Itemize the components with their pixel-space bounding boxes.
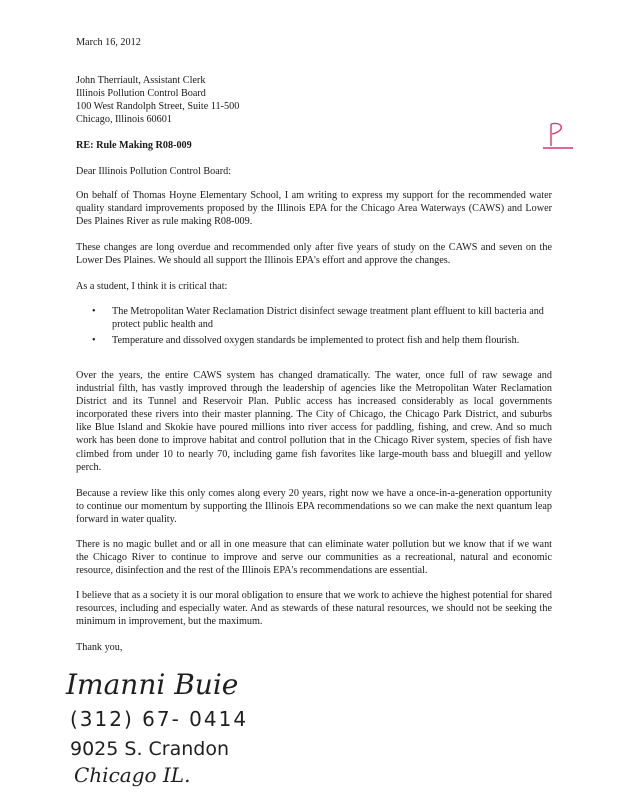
- letter-date: March 16, 2012: [76, 37, 141, 48]
- bullet-text: Temperature and dissolved oxygen standards be implemented to protect fish and help them flourish.: [112, 335, 520, 347]
- bullet-text: The Metropolitan Water Reclamation District disinfect sewage treatment plant effluent to kill bacteria and protect public health and: [112, 306, 544, 331]
- paragraph: There is no magic bullet and or all in one measure that can eliminate water pollution but we know that if we want the Chicago River to continue to improve and serve our communities as a recreational, natural and economic resource, disinfection and the rest of the Illinois EPA's recommendations are essential.: [76, 539, 552, 577]
- margin-mark-handwritten: [541, 118, 575, 154]
- handwritten-signature-block: [60, 664, 320, 790]
- recipient-line: 100 West Randolph Street, Suite 11-500: [76, 101, 240, 112]
- closing: Thank you,: [76, 642, 123, 653]
- recipient-line: Chicago, Illinois 60601: [76, 114, 172, 125]
- paragraph: Because a review like this only comes along every 20 years, right now we have a once-in-a-generation opportunity to continue our momentum by supporting the Illinois EPA recommendations so we can make the next quantum leap forward in water quality.: [76, 488, 552, 526]
- paragraph: These changes are long overdue and recommended only after five years of study on the CAWS and seven on the Lower Des Plaines. We should all support the Illinois EPA's effort and approve the changes.: [76, 242, 552, 267]
- handwritten-phone: (312) 67- 0414: [70, 707, 249, 731]
- bullet-item: [76, 305, 556, 331]
- recipient-line: Illinois Pollution Control Board: [76, 88, 206, 99]
- recipient-line: John Therriault, Assistant Clerk: [76, 75, 206, 86]
- handwritten-street: 9025 S. Crandon: [70, 738, 230, 760]
- bullet-icon: •: [92, 306, 96, 317]
- paragraph: Over the years, the entire CAWS system has changed dramatically. The water, once full of raw sewage and industrial filth, has vastly improved through the leadership of agencies like the Metropolitan Water Reclamation District and its Tunnel and Reservoir Plan. Public access has increased considerably as local governments incorporated these rivers into their master planning. The City of Chicago, the Chicago Park District, and suburbs like Blue Island and Skokie have poured millions into river access for paddling, fishing, and crew. And so much work has been done to improve habitat and control pollution that in the Chicago River system, species of fish have climbed from under 10 to nearly 70, including game fish favorites like large-mouth bass and bluegill and yellow perch.: [76, 370, 552, 473]
- bullet-icon: •: [92, 335, 96, 347]
- bullet-list: [76, 305, 556, 350]
- salutation: Dear Illinois Pollution Control Board:: [76, 166, 232, 177]
- re-line: RE: Rule Making R08-009: [76, 140, 192, 151]
- paragraph: As a student, I think it is critical that:: [76, 281, 228, 292]
- handwritten-city: Chicago IL.: [74, 763, 191, 787]
- bullet-item: [76, 334, 556, 347]
- signature-name: Imanni Buie: [66, 668, 239, 701]
- paragraph: I believe that as a society it is our moral obligation to ensure that we work to achieve the highest potential for shared resources, including and especially water. And as stewards of these natural resources, we should not be seeking the minimum in improvement, but the maximum.: [76, 590, 552, 628]
- paragraph: On behalf of Thomas Hoyne Elementary School, I am writing to express my support for the recommended water quality standard improvements proposed by the Illinois EPA for the Chicago Area Waterways (CAWS) and Lower Des Plaines River as rule making R08-009.: [76, 190, 552, 228]
